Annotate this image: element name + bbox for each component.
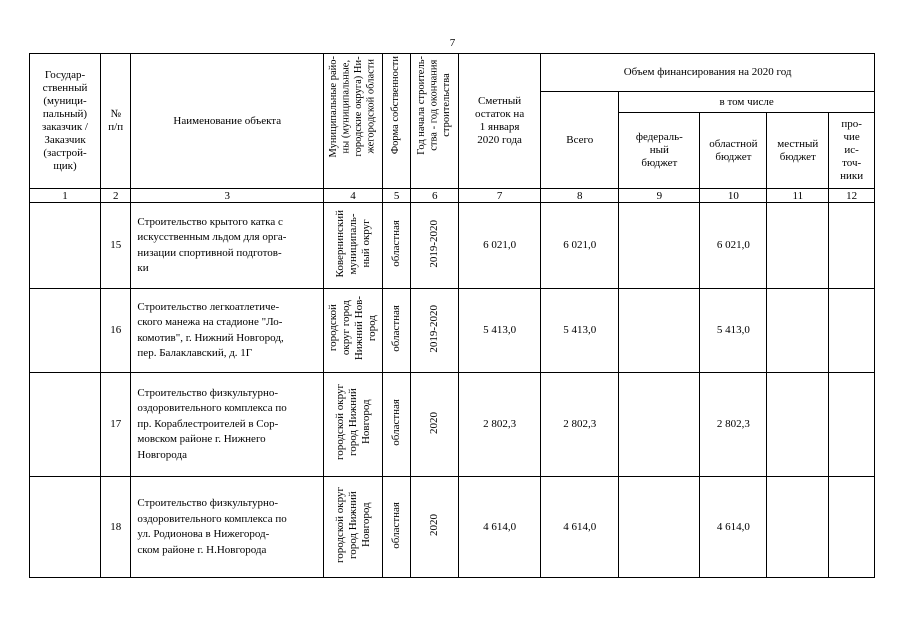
row-years — [411, 477, 459, 578]
header-ownership — [382, 54, 410, 189]
row-ownership — [382, 373, 410, 477]
header-object-name: Наименование объекта — [131, 54, 324, 189]
row-estimate: 4 614,0 — [459, 477, 541, 578]
column-number: 7 — [459, 189, 541, 203]
row-years — [411, 203, 459, 289]
row-number: 18 — [101, 477, 131, 578]
row-regional: 2 802,3 — [700, 373, 767, 477]
row-other — [829, 477, 875, 578]
row-regional: 5 413,0 — [700, 289, 767, 373]
row-object-name-text: Строительство физкультурно- оздоровительного комплекса по ул. Родионова в Нижегород- ском районе г. Н.Новгорода — [137, 497, 287, 556]
column-number: 4 — [324, 189, 383, 203]
row-object-name — [131, 289, 324, 373]
row-estimate: 5 413,0 — [459, 289, 541, 373]
header-district — [324, 54, 383, 189]
column-number: 5 — [382, 189, 410, 203]
row-federal — [619, 477, 700, 578]
header-local: местный бюджет — [767, 113, 829, 189]
row-customer — [30, 477, 101, 578]
row-years — [411, 289, 459, 373]
header-total: Всего — [541, 92, 619, 189]
row-local — [767, 477, 829, 578]
column-number: 1 — [30, 189, 101, 203]
row-district — [324, 203, 383, 289]
row-ownership-text: областная — [390, 305, 403, 352]
row-years-text: 2019-2020 — [428, 304, 441, 353]
row-years-text: 2019-2020 — [428, 219, 441, 268]
row-object-name — [131, 477, 324, 578]
column-number: 6 — [411, 189, 459, 203]
row-regional: 4 614,0 — [700, 477, 767, 578]
row-number: 16 — [101, 289, 131, 373]
header-years — [411, 54, 459, 189]
header-federal: федераль- ный бюджет — [619, 113, 700, 189]
row-federal — [619, 203, 700, 289]
column-number: 2 — [101, 189, 131, 203]
column-number: 3 — [131, 189, 324, 203]
column-number: 12 — [829, 189, 875, 203]
row-regional: 6 021,0 — [700, 203, 767, 289]
header-number: № п/п — [101, 54, 131, 189]
row-total: 6 021,0 — [541, 203, 619, 289]
row-local — [767, 203, 829, 289]
table-row — [30, 203, 875, 289]
row-other — [829, 203, 875, 289]
row-federal — [619, 373, 700, 477]
column-number: 10 — [700, 189, 767, 203]
page-number: 7 — [449, 37, 456, 49]
column-number: 11 — [767, 189, 829, 203]
row-federal — [619, 289, 700, 373]
row-customer — [30, 289, 101, 373]
financing-table — [29, 53, 875, 578]
table-row — [30, 477, 875, 578]
row-object-name — [131, 373, 324, 477]
row-years-text: 2020 — [428, 411, 441, 434]
row-total: 4 614,0 — [541, 477, 619, 578]
row-other — [829, 373, 875, 477]
row-object-name-text: Строительство физкультурно- оздоровительного комплекса по пр. Кораблестроителей в Сор- мовском районе г. Нижнего Новгорода — [137, 386, 287, 461]
row-ownership-text: областная — [390, 220, 403, 267]
header-financing: Объем финансирования на 2020 год — [541, 54, 875, 92]
header-years-text: Год начала строитель- ства - год окончания строительства — [415, 56, 452, 155]
row-local — [767, 373, 829, 477]
row-other — [829, 289, 875, 373]
header-estimate: Сметный остаток на 1 января 2020 года — [459, 54, 541, 189]
row-district — [324, 477, 383, 578]
header-district-text: Муниципальные райо- ны (муниципальные, городские округа) Ни- жегородской области — [328, 56, 377, 158]
row-ownership-text: областная — [390, 399, 403, 446]
column-number-row — [30, 189, 875, 203]
row-district-text: Ковернинский муниципаль- ный округ — [333, 209, 372, 278]
row-ownership-text: областная — [390, 501, 403, 549]
row-total: 5 413,0 — [541, 289, 619, 373]
row-estimate: 6 021,0 — [459, 203, 541, 289]
row-district-text: городской округ город Нижний Новгород — [333, 384, 372, 461]
header-including: в том числе — [619, 92, 875, 113]
row-years — [411, 373, 459, 477]
row-number: 15 — [101, 203, 131, 289]
table-row — [30, 373, 875, 477]
column-number: 8 — [541, 189, 619, 203]
row-estimate: 2 802,3 — [459, 373, 541, 477]
row-years-text: 2020 — [428, 514, 441, 536]
row-district — [324, 289, 383, 373]
row-district-text: городской округ город Нижний Новгород — [333, 486, 372, 564]
row-district — [324, 373, 383, 477]
row-object-name-text: Строительство легкоатлетиче- ского манежа на стадионе "Ло- комотив", г. Нижний Новгород, пер. Балаклавский, д. 1Г — [137, 300, 284, 359]
row-object-name-text: Строительство крытого катка с искусственным льдом для орга- низации спортивной подготов- ки — [137, 215, 287, 274]
row-customer — [30, 203, 101, 289]
row-district-text: городской округ город Нижний Нов- город — [327, 296, 379, 361]
header-ownership-text: Форма собственности — [390, 56, 402, 155]
column-number: 9 — [619, 189, 700, 203]
row-local — [767, 289, 829, 373]
header-other: про- чие ис- точ- ники — [829, 113, 875, 189]
row-ownership — [382, 289, 410, 373]
header-customer: Государ- ственный (муници- пальный) заказчик / Заказчик (застрой- щик) — [30, 54, 101, 189]
row-total: 2 802,3 — [541, 373, 619, 477]
row-object-name — [131, 203, 324, 289]
row-customer — [30, 373, 101, 477]
row-number: 17 — [101, 373, 131, 477]
row-ownership — [382, 477, 410, 578]
header-regional: областной бюджет — [700, 113, 767, 189]
table-row — [30, 289, 875, 373]
row-ownership — [382, 203, 410, 289]
